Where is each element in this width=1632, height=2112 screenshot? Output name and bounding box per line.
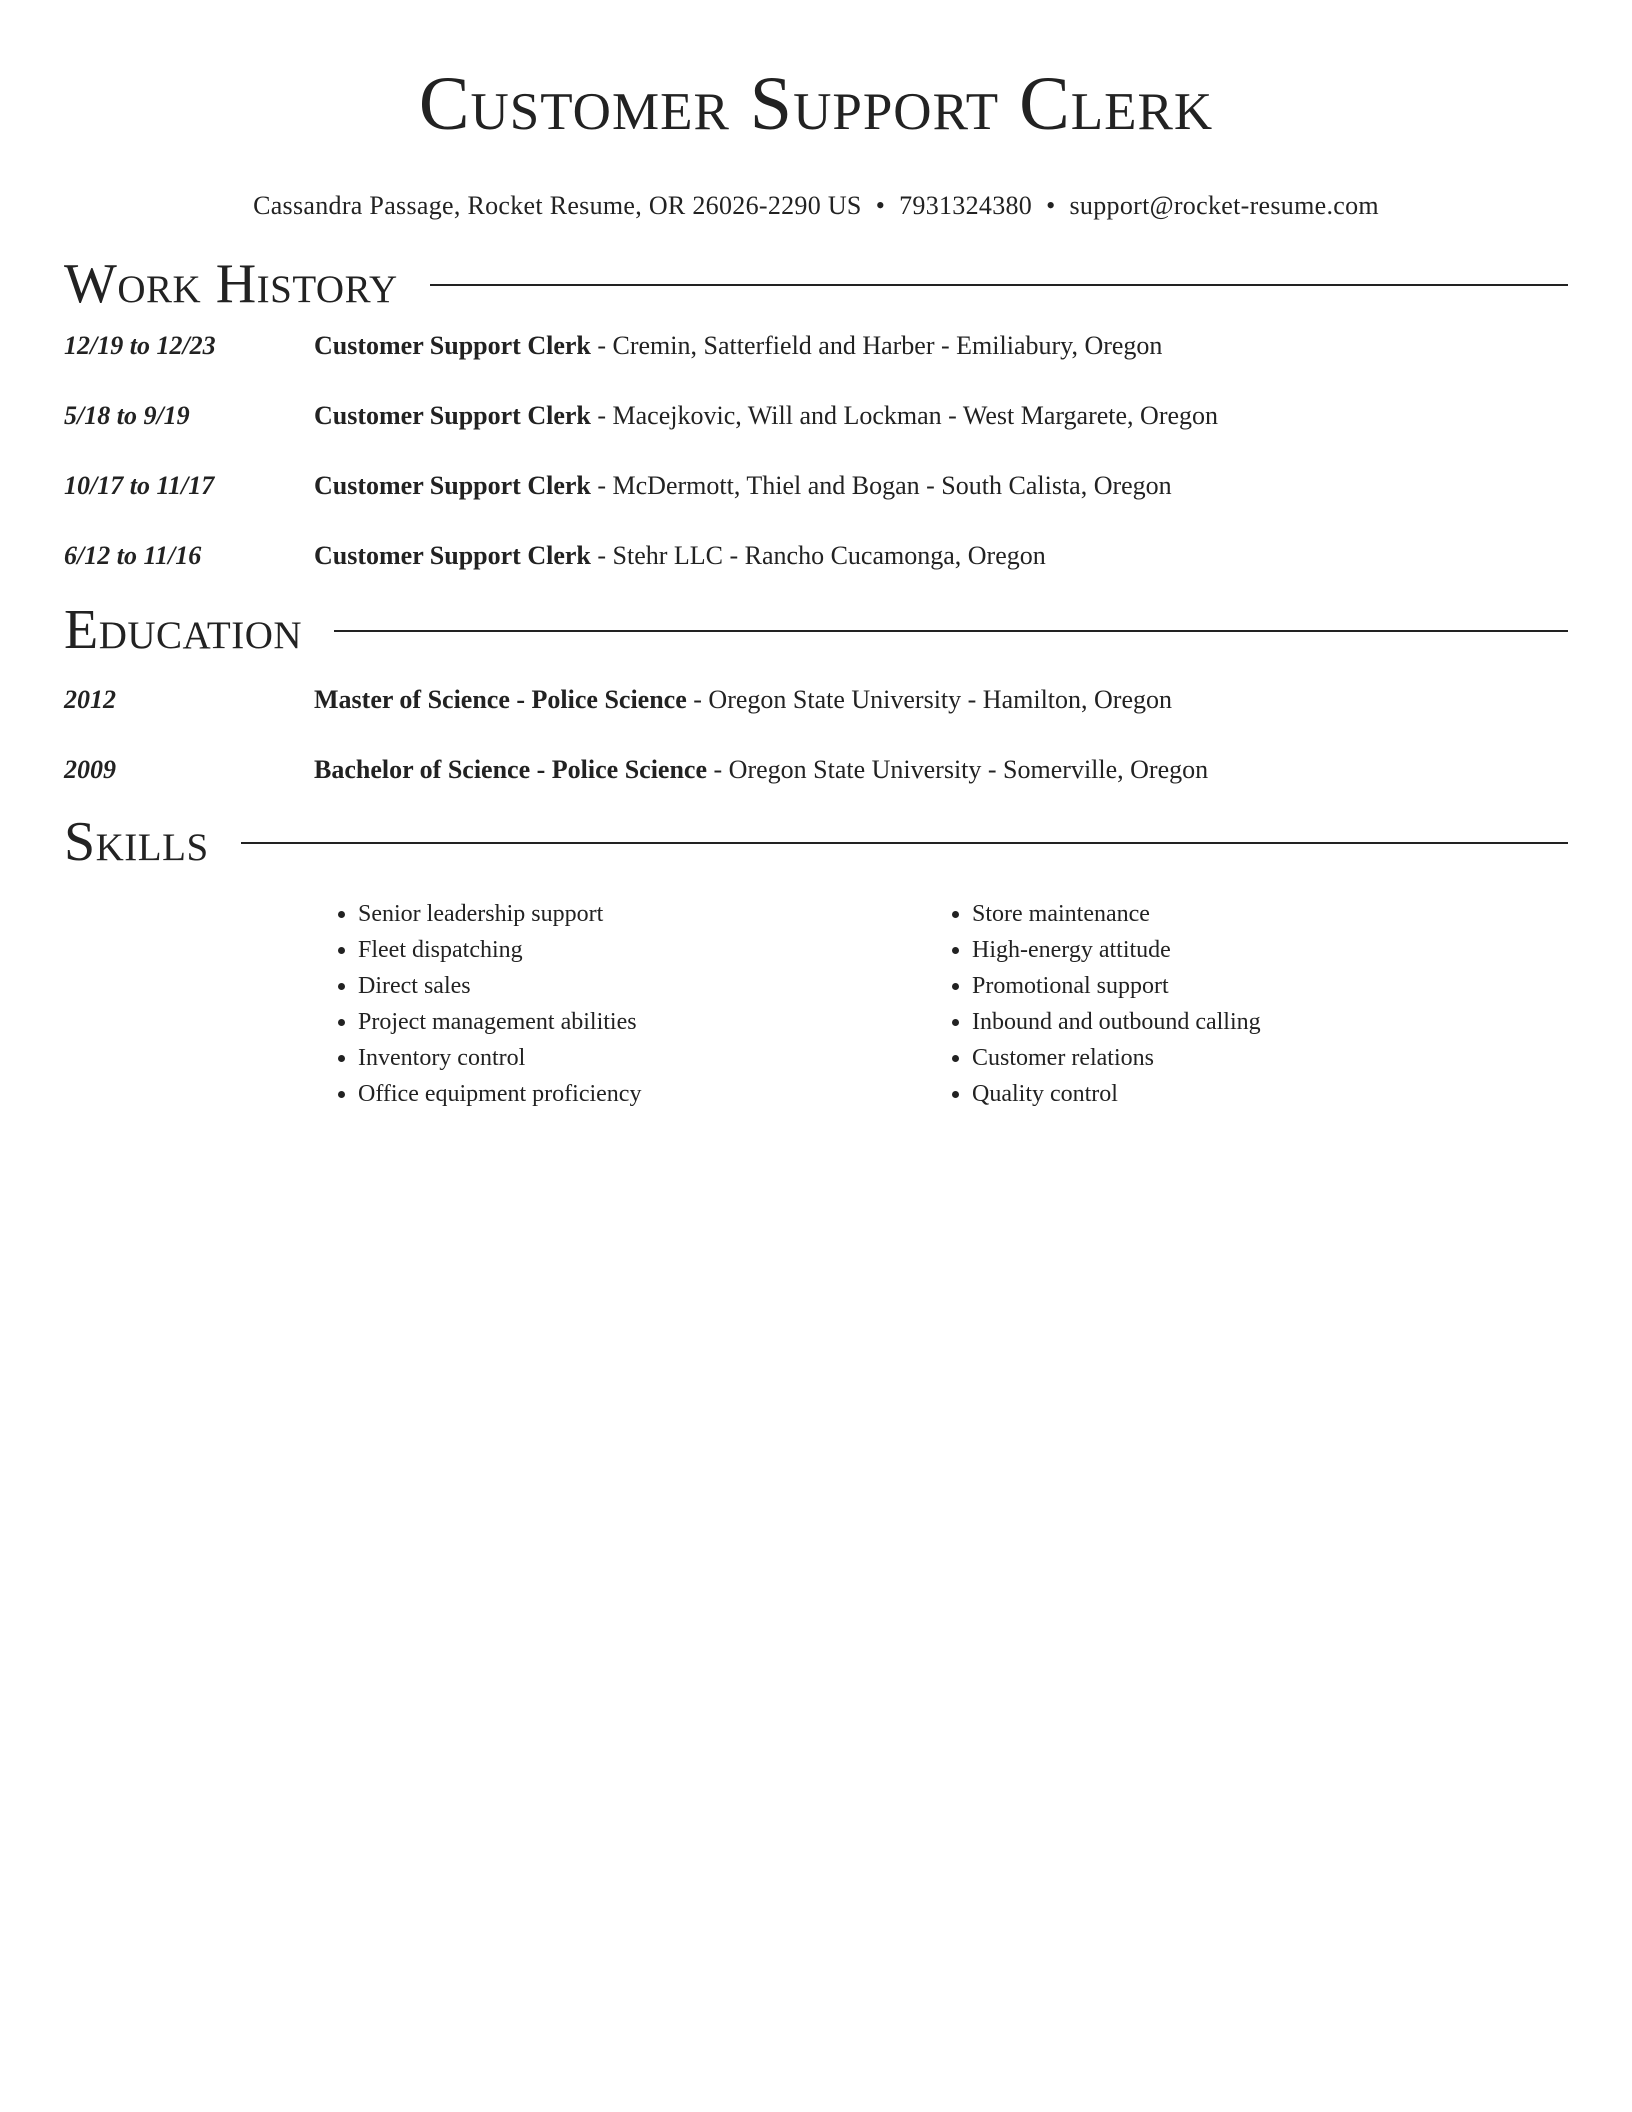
skill-item: • High-energy attitude <box>972 932 1542 968</box>
skill-item: • Fleet dispatching <box>358 932 928 968</box>
contact-line <box>64 190 1568 222</box>
section-divider <box>241 842 1568 844</box>
skill-item: • Customer relations <box>972 1040 1542 1076</box>
contact-separator: • <box>875 191 886 220</box>
work-entry-date: 5/18 to 9/19 <box>64 401 190 430</box>
education-entry-detail <box>314 684 1172 716</box>
work-entry-title: Customer Support Clerk <box>314 331 591 360</box>
work-entry-title: Customer Support Clerk <box>314 401 591 430</box>
education-entry-detail <box>314 754 1208 786</box>
work-entry <box>64 540 1568 572</box>
skill-item: • Senior leadership support <box>358 896 928 932</box>
resume-page <box>64 0 1568 1112</box>
skill-item: • Inbound and outbound calling <box>972 1004 1542 1040</box>
education-entry-school: - Oregon State University - Hamilton, Oregon <box>686 685 1172 714</box>
work-entry-detail <box>314 540 1046 572</box>
skill-item: • Inventory control <box>358 1040 928 1076</box>
education-entry <box>64 754 1568 786</box>
skill-item: • Store maintenance <box>972 896 1542 932</box>
work-entry-title: Customer Support Clerk <box>314 541 591 570</box>
work-entry-detail <box>314 470 1172 502</box>
work-entry-company: - Macejkovic, Will and Lockman - West Margarete, Oregon <box>590 401 1219 430</box>
skill-item: • Office equipment proficiency <box>358 1076 928 1112</box>
contact-phone: 7931324380 <box>899 191 1033 220</box>
contact-email: support@rocket-resume.com <box>1069 191 1379 220</box>
education-entry <box>64 684 1568 716</box>
section-divider <box>430 284 1568 286</box>
education-entry-degree: Master of Science - Police Science <box>314 685 687 714</box>
education-entry-degree: Bachelor of Science - Police Science <box>314 755 708 784</box>
skills-header <box>64 810 1568 874</box>
section-divider <box>334 630 1568 632</box>
work-history-header <box>64 252 1568 316</box>
work-entry-detail <box>314 400 1218 432</box>
education-heading: Education <box>64 599 303 661</box>
work-entry <box>64 470 1568 502</box>
skill-item: • Quality control <box>972 1076 1542 1112</box>
skills-list <box>64 896 1568 1112</box>
contact-separator: • <box>1046 191 1056 220</box>
skill-item: • Project management abilities <box>358 1004 928 1040</box>
skill-item: • Promotional support <box>972 968 1542 1004</box>
education-header <box>64 598 1568 662</box>
work-entry-date: 12/19 to 12/23 <box>64 331 216 360</box>
education-entry-date: 2009 <box>64 755 116 784</box>
education-entry-date: 2012 <box>64 685 116 714</box>
work-entry-company: - Stehr LLC - Rancho Cucamonga, Oregon <box>590 541 1046 570</box>
work-entry-title: Customer Support Clerk <box>314 471 591 500</box>
skills-heading: Skills <box>64 811 209 873</box>
skill-item: • Direct sales <box>358 968 928 1004</box>
skills-column-left <box>314 896 928 1112</box>
contact-address: Cassandra Passage, Rocket Resume, OR 26026-2290 US <box>253 191 862 220</box>
education-entry-school: - Oregon State University - Somerville, Oregon <box>707 755 1209 784</box>
work-history-heading: Work History <box>64 253 398 315</box>
work-entry-company: - McDermott, Thiel and Bogan - South Calista, Oregon <box>590 471 1172 500</box>
work-entry-date: 6/12 to 11/16 <box>64 541 202 570</box>
work-entry-date: 10/17 to 11/17 <box>64 471 215 500</box>
work-entry <box>64 330 1568 362</box>
skills-column-right <box>928 896 1542 1112</box>
work-entry-company: - Cremin, Satterfield and Harber - Emiliabury, Oregon <box>590 331 1163 360</box>
work-entry <box>64 400 1568 432</box>
work-entry-detail <box>314 330 1162 362</box>
resume-title: Customer Support Clerk <box>418 62 1214 146</box>
